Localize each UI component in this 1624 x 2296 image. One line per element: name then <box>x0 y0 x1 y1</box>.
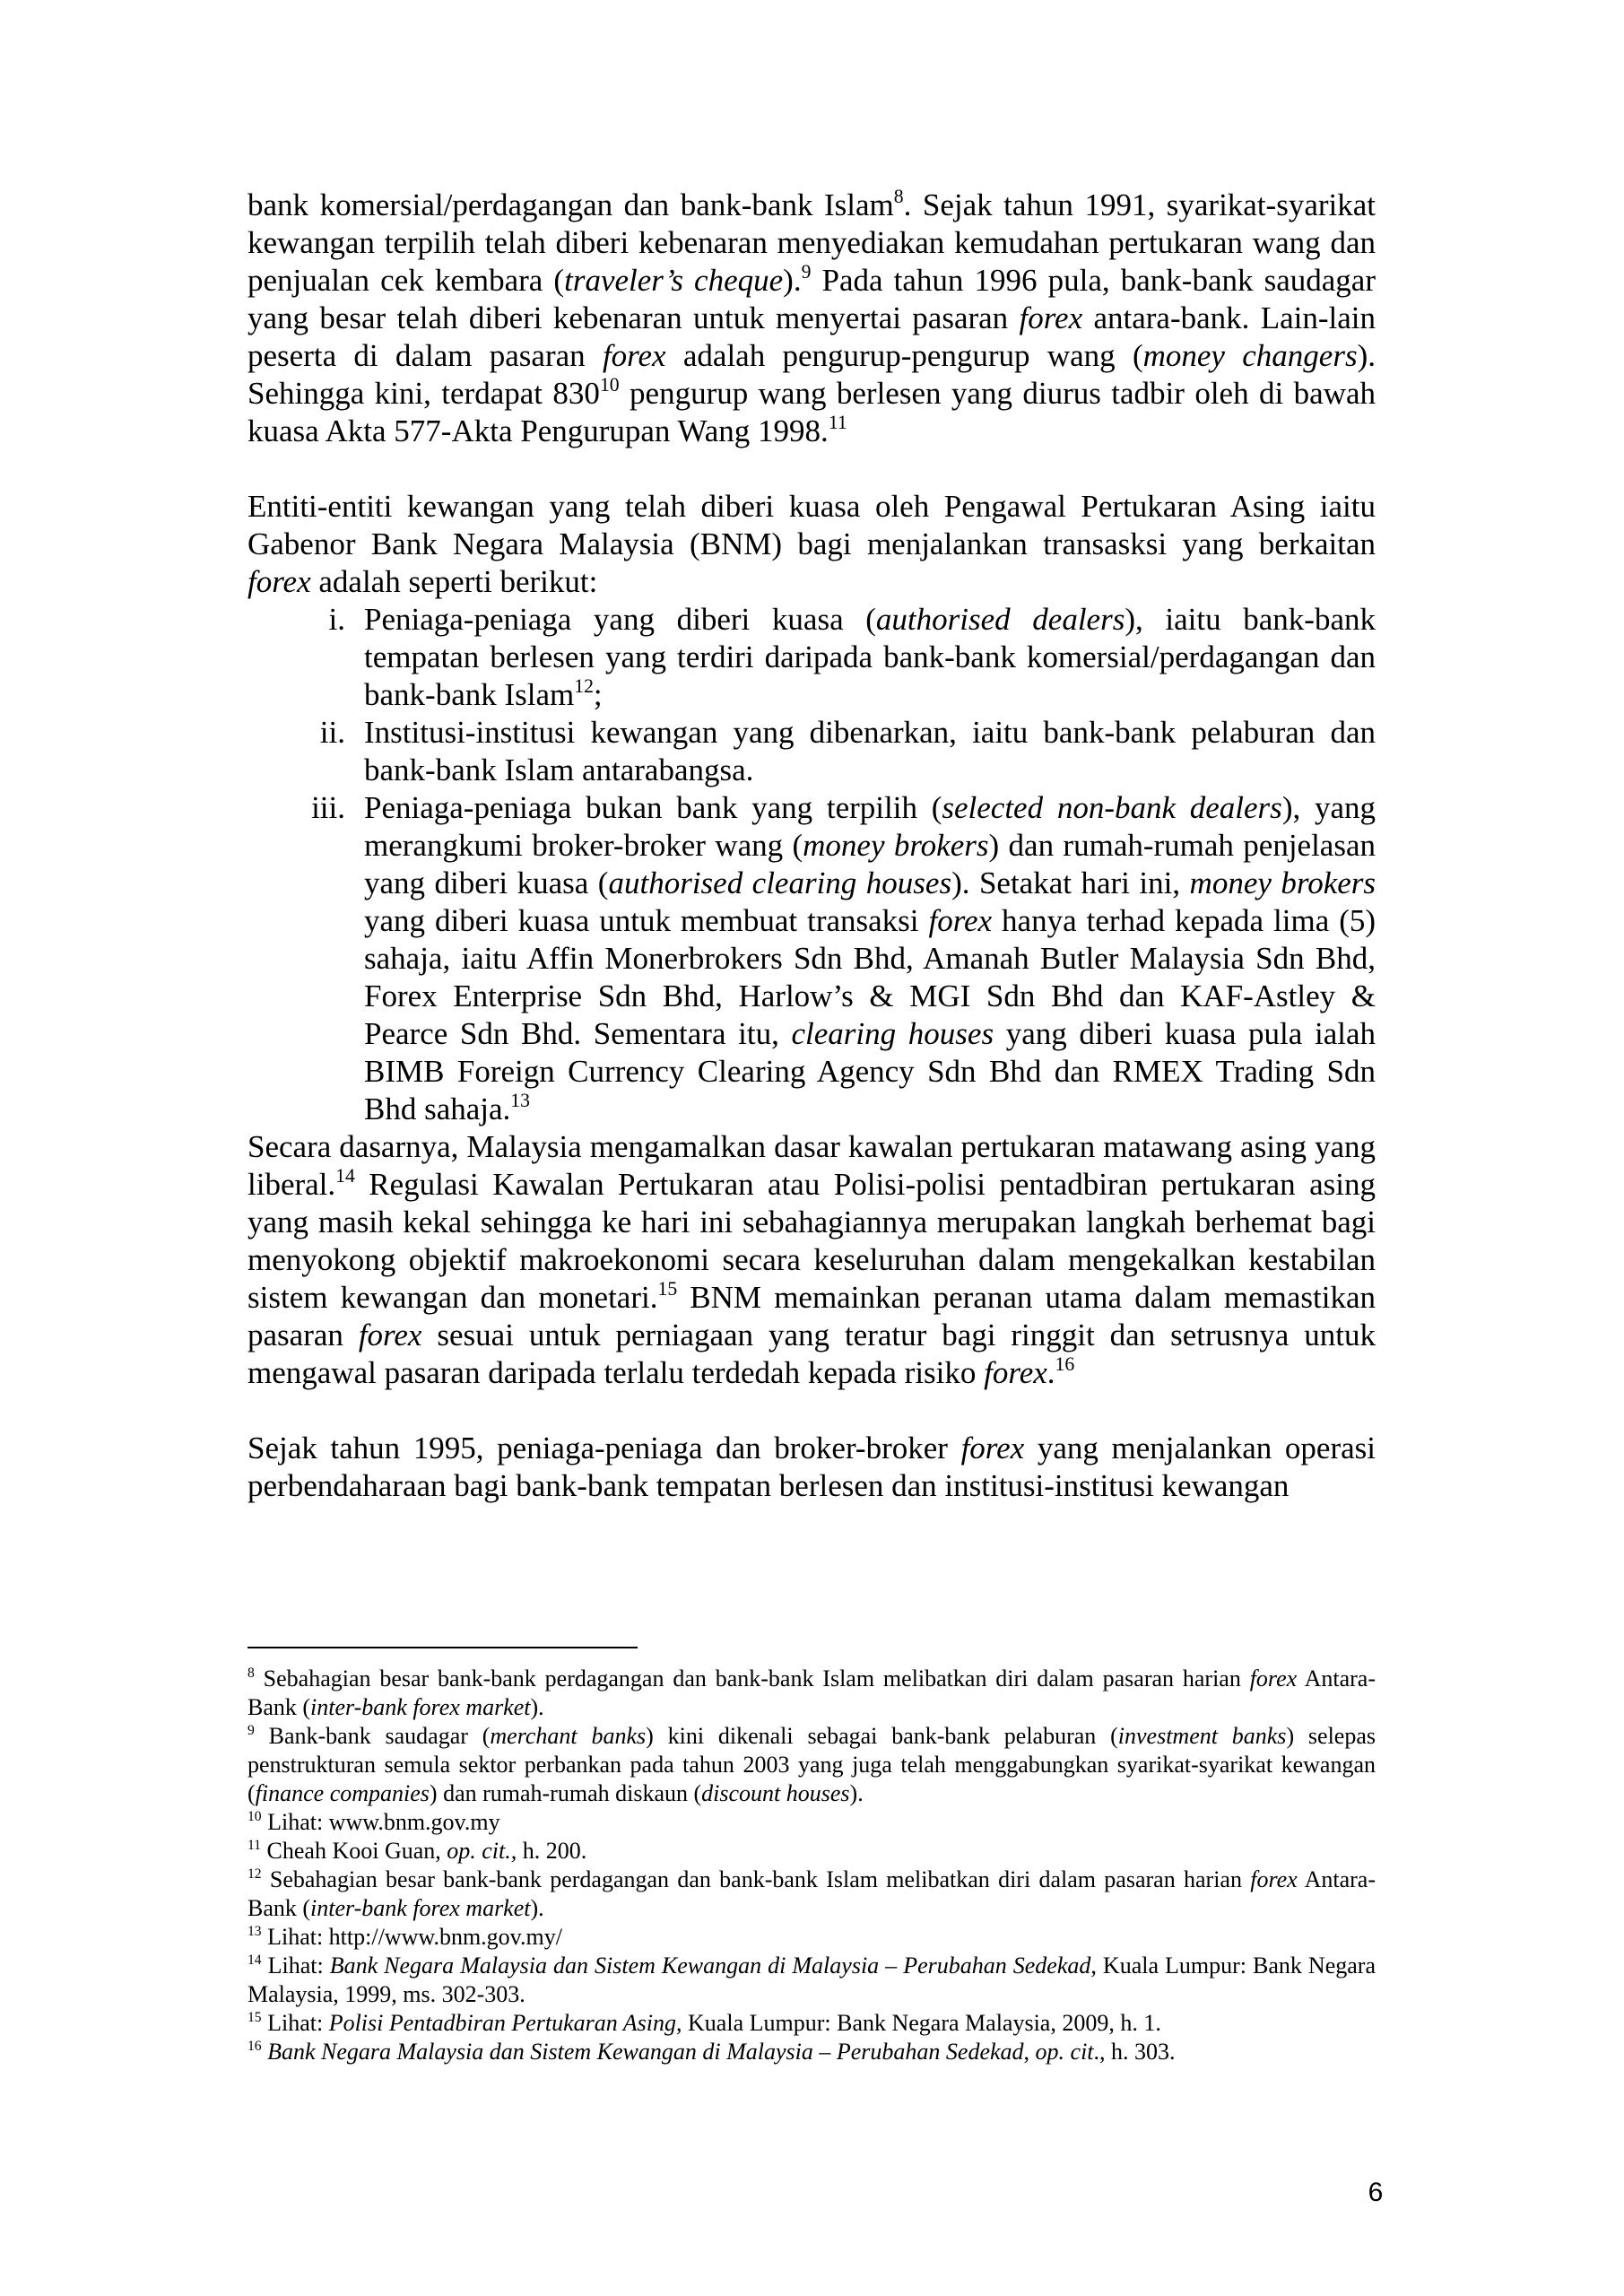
italic-term: forex <box>984 1355 1047 1390</box>
italic-term: clearing houses <box>791 1016 994 1051</box>
italic-term: Bank Negara Malaysia dan Sistem Kewangan di Malaysia – Perubahan Sedekad <box>267 2039 1024 2065</box>
paragraph-4: Sejak tahun 1995, peniaga-peniaga dan broker-broker forex yang menjalankan operasi perbendaharaan bagi bank-bank tempatan berlesen dan institusi-institusi kewangan <box>248 1431 1376 1503</box>
list-item <box>248 601 1376 714</box>
italic-term: authorised clearing houses <box>608 865 952 900</box>
footnote: $^{16}$ Bank Negara Malaysia dan Sistem Kewangan di Malaysia – Perubahan Sedekad, op. cit., h. 303. <box>248 2038 1176 2065</box>
footnote-reference: 10 <box>599 374 620 396</box>
body-text <box>248 187 1376 1505</box>
italic-term: Bank Negara Malaysia dan Sistem Kewangan di Malaysia – Perubahan Sedekad <box>329 1952 1091 1979</box>
italic-term: money brokers <box>1189 865 1376 900</box>
italic-term: forex <box>1019 300 1083 335</box>
paragraph-3: Secara dasarnya, Malaysia mengamalkan dasar kawalan pertukaran matawang asing yang liberal.$^{14}$ Regulasi Kawalan Pertukaran atau Polisi-polisi pentadbiran pertukaran asing yang masih kekal sehingga ke hari ini sebahagiannya merupakan langkah berhemat bagi menyokong objektif makroekonomi secara keseluruhan dalam mengekalkan kestabilan sistem kewangan dan monetari.$^{15}$ BNM memainkan peranan utama dalam memastikan pasaran forex sesuai untuk perniagaan yang teratur bagi ringgit dan setrusnya untuk mengawal pasaran daripada terlalu terdedah kepada risiko forex.$^{16}$ <box>248 1129 1376 1390</box>
italic-term: forex <box>248 564 311 599</box>
italic-term: forex <box>602 338 666 373</box>
list-item-text: Peniaga-peniaga yang diberi kuasa (authorised dealers), iaitu bank-bank tempatan berlesen yang terdiri daripada bank-bank komersial/perdagangan dan bank-bank Islam$^{12}$; <box>364 602 1376 712</box>
footnote-number: 8 <box>248 1665 255 1681</box>
list-item-number: iii. <box>311 790 345 825</box>
paragraph-1: bank komersial/perdagangan dan bank-bank Islam$^8$. Sejak tahun 1991, syarikat-syarikat kewangan terpilih telah diberi kebenaran menyediakan kemudahan pertukaran wang dan penjualan cek kembara (traveler’s cheque).$^9$ Pada tahun 1996 pula, bank-bank saudagar yang besar telah diberi kebenaran untuk menyertai pasaran forex antara-bank. Lain-lain peserta di dalam pasaran forex adalah pengurup-pengurup wang (money changers). Sehingga kini, terdapat $830^{10}$ pengurup wang berlesen yang diurus tadbir oleh di bawah kuasa Akta 577-Akta Pengurupan Wang 1998.11 <box>248 186 1376 448</box>
italic-term: selected non-bank dealers <box>942 790 1282 825</box>
paragraph-2: Entiti-entiti kewangan yang telah diberi kuasa oleh Pengawal Pertukaran Asing iaitu Gabenor Bank Negara Malaysia (BNM) bagi menjalankan transasksi yang berkaitan forex adalah seperti berikut: <box>248 489 1376 599</box>
italic-term: forex <box>928 903 993 938</box>
footnote: $^{12}$ Sebahagian besar bank-bank perdagangan dan bank-bank Islam melibatkan diri dalam pasaran harian forex Antara-Bank (inter-bank forex market). <box>248 1866 1376 1921</box>
italic-term: merchant banks <box>490 1723 647 1749</box>
italic-term: authorised dealers <box>875 602 1125 637</box>
footnote-reference: 16 <box>1055 1353 1075 1376</box>
footnote-number: 9 <box>248 1722 255 1738</box>
footnote: $^{14}$ Lihat: Bank Negara Malaysia dan Sistem Kewangan di Malaysia – Perubahan Sedekad, Kuala Lumpur: Bank Negara Malaysia, 1999, ms. 302-303. <box>248 1952 1376 2007</box>
italic-term: discount houses <box>701 1780 850 1806</box>
italic-term: forex <box>960 1431 1025 1465</box>
italic-term: finance companies <box>255 1780 430 1806</box>
list-item-text: Peniaga-peniaga bukan bank yang terpilih (selected non-bank dealers), yang merangkumi broker-broker wang (money brokers) dan rumah-rumah penjelasan yang diberi kuasa (authorised clearing houses). Setakat hari ini, money brokers yang diberi kuasa untuk membuat transaksi forex hanya terhad kepada lima (5) sahaja, iaitu Affin Monerbrokers Sdn Bhd, Amanah Butler Malaysia Sdn Bhd, Forex Enterprise Sdn Bhd, Harlow’s & MGI Sdn Bhd dan KAF-Astley & Pearce Sdn Bhd. Sementara itu, clearing houses yang diberi kuasa pula ialah BIMB Foreign Currency Clearing Agency Sdn Bhd dan RMEX Trading Sdn Bhd sahaja.$^{13}$ <box>364 790 1376 1126</box>
footnote-reference: 14 <box>335 1165 355 1187</box>
footnote-reference: 9 <box>801 261 812 283</box>
footnote-number: 12 <box>248 1866 262 1882</box>
list-item <box>248 789 1376 1128</box>
list-item <box>248 714 1376 789</box>
footnote-separator <box>248 1647 638 1648</box>
italic-term: forex <box>1249 1665 1298 1692</box>
footnote-number: 16 <box>248 2038 262 2054</box>
footnote: $^9$ Bank-bank saudagar (merchant banks) kini dikenali sebagai bank-bank pelaburan (investment banks) selepas penstrukturan semula sektor perbankan pada tahun 2003 yang juga telah menggabungkan syarikat-syarikat kewangan (finance companies) dan rumah-rumah diskaun (discount houses). <box>248 1722 1376 1806</box>
italic-term: op. cit <box>1035 2039 1094 2065</box>
entity-list <box>248 601 1376 1128</box>
italic-term: inter-bank forex market <box>310 1895 531 1921</box>
footnote-number: 14 <box>248 1952 262 1968</box>
italic-term: op. cit., <box>447 1838 517 1864</box>
italic-term: money brokers <box>803 828 989 863</box>
italic-term: money changers <box>1142 338 1358 373</box>
footnote-number: 15 <box>248 2009 262 2025</box>
italic-term: forex <box>1250 1866 1298 1892</box>
italic-term: forex <box>358 1318 422 1352</box>
italic-term: inter-bank forex market <box>310 1694 531 1720</box>
list-item-text: Institusi-institusi kewangan yang dibenarkan, iaitu bank-bank pelaburan dan bank-bank Islam antarabangsa. <box>364 715 1376 787</box>
italic-term: Polisi Pentadbiran Pertukaran Asing <box>328 2010 677 2036</box>
list-item-number: i. <box>328 602 345 637</box>
footnote-number: 13 <box>248 1923 262 1939</box>
italic-term: investment banks <box>1117 1723 1287 1749</box>
italic-term: traveler’s cheque <box>564 263 784 298</box>
footnote: $^{11}$ Cheah Kooi Guan, op. cit., h. 200. <box>248 1837 587 1864</box>
footnote-reference: 11 <box>828 412 847 434</box>
footnote-number: 11 <box>248 1837 262 1853</box>
list-item-number: ii. <box>319 715 345 750</box>
footnotes <box>248 1665 1376 2066</box>
footnote-reference: 13 <box>510 1090 530 1112</box>
footnote: $^{13}$ Lihat: http://www.bnm.gov.my/ <box>248 1923 562 1950</box>
page-number: 6 <box>1368 2178 1384 2207</box>
footnote-reference: 12 <box>574 675 594 698</box>
footnote-reference: 15 <box>657 1278 678 1300</box>
footnote: $^{15}$ Lihat: Polisi Pentadbiran Pertukaran Asing, Kuala Lumpur: Bank Negara Malaysia, 2009, h. 1. <box>248 2009 1161 2036</box>
footnote-reference: 8 <box>893 186 904 208</box>
footnote: $^8$ Sebahagian besar bank-bank perdagangan dan bank-bank Islam melibatkan diri dalam pasaran harian forex Antara-Bank (inter-bank forex market). <box>248 1665 1376 1720</box>
footnote-number: 10 <box>248 1808 262 1824</box>
footnote: $^{10}$ Lihat: www.bnm.gov.my <box>248 1808 500 1835</box>
